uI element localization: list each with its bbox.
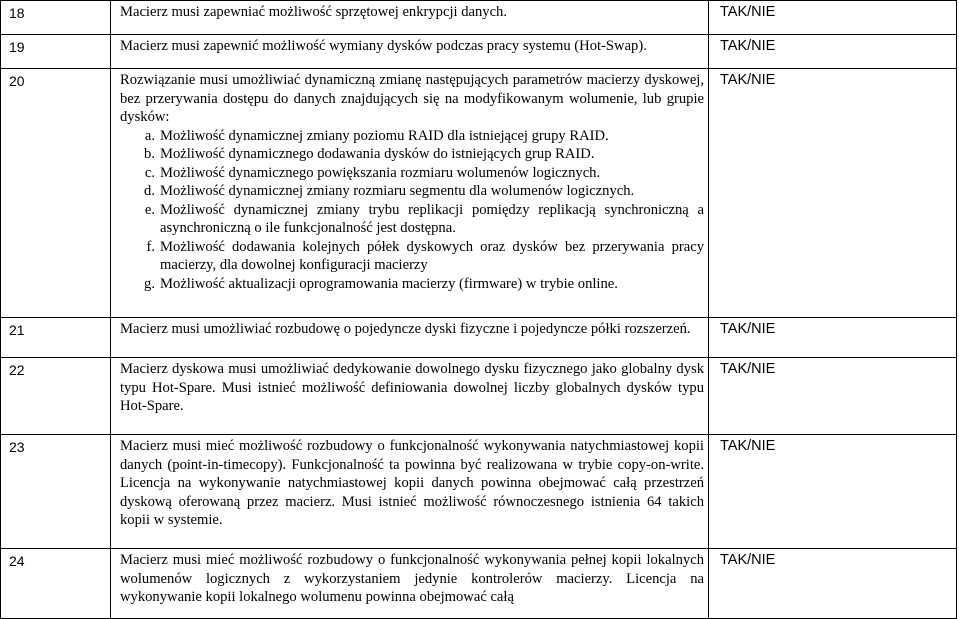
requirement-text: Macierz musi umożliwiać rozbudowę o pojedyncze dyski fizyczne i pojedyncze półki rozszerzeń.	[111, 318, 709, 358]
table-row	[1, 435, 957, 549]
list-item	[120, 201, 704, 238]
answer-option: TAK/NIE	[709, 35, 957, 69]
list-item-text: Możliwość dynamicznej zmiany poziomu RAID dla istniejącej grupy RAID.	[160, 127, 609, 144]
list-item-text: Możliwość dynamicznej zmiany rozmiaru segmentu dla wolumenów logicznych.	[160, 183, 635, 199]
row-number: 20	[1, 69, 111, 318]
list-item-label: c.	[144, 164, 155, 181]
requirement-text: Macierz dyskowa musi umożliwiać dedykowanie dowolnego dysku fizycznego jako globalny dysk typu Hot-Spare. Musi istnieć możliwość definiowania dowolnej liczby globalnych dysków typu Hot-Spare.	[111, 358, 709, 435]
requirement-text: Macierz musi zapewnić możliwość wymiany dysków podczas pracy systemu (Hot-Swap).	[111, 35, 709, 69]
list-item-label: g.	[144, 275, 155, 292]
list-item-label: b.	[144, 146, 155, 162]
list-item	[120, 164, 704, 183]
answer-option: TAK/NIE	[709, 318, 957, 358]
table-row	[1, 549, 957, 619]
requirement-text: Macierz musi mieć możliwość rozbudowy o funkcjonalność wykonywania natychmiastowej kopii danych (point-in-timecopy). Funkcjonalność ta powinna być realizowana w trybie copy-on-write. Licencja na wykonywanie natychmiastowej kopii danych powinna obejmować całą przestrzeń dyskową oferowaną przez macierz. Musi istnieć możliwość równoczesnego istnienia 64 takich kopii w systemie.	[111, 435, 709, 549]
list-item-label: e.	[144, 201, 155, 218]
list-item-text: Możliwość dodawania kolejnych półek dyskowych oraz dysków bez przerywania pracy macierzy, dla dowolnej konfiguracji macierzy	[160, 238, 704, 273]
table-row	[1, 35, 957, 69]
list-item-label: d.	[144, 183, 155, 199]
list-item	[120, 182, 704, 201]
answer-option: TAK/NIE	[709, 549, 957, 619]
list-item	[120, 238, 704, 275]
answer-option: TAK/NIE	[709, 69, 957, 318]
list-item-text: Możliwość dynamicznego dodawania dysków do istniejących grup RAID.	[160, 146, 595, 162]
list-item-text: Możliwość dynamicznego powiększania rozmiaru wolumenów logicznych.	[160, 164, 601, 181]
row-number: 23	[1, 435, 111, 549]
list-item-label: f.	[146, 238, 155, 255]
table-row	[1, 318, 957, 358]
list-item-text: Możliwość dynamicznej zmiany trybu replikacji pomiędzy replikacją synchroniczną a asynchroniczną o ile funkcjonalność jest dostępna.	[160, 201, 704, 236]
table-row	[1, 358, 957, 435]
row-number: 18	[1, 1, 111, 35]
answer-option: TAK/NIE	[709, 435, 957, 549]
table-row	[1, 1, 957, 35]
list-item	[120, 145, 704, 164]
row-number: 24	[1, 549, 111, 619]
table-row	[1, 69, 957, 318]
list-item	[120, 275, 704, 294]
list-item-text: Możliwość aktualizacji oprogramowania macierzy (firmware) w trybie online.	[160, 275, 618, 292]
requirement-cell	[111, 69, 709, 318]
list-item	[120, 127, 704, 146]
list-item-label: a.	[144, 127, 155, 144]
requirement-intro: Rozwiązanie musi umożliwiać dynamiczną zmianę następujących parametrów macierzy dyskowej, bez przerywania dostępu do danych znajdujących się na modyfikowanym wolumenie, lub grupie dysków:	[120, 72, 704, 125]
row-number: 19	[1, 35, 111, 69]
row-number: 21	[1, 318, 111, 358]
answer-option: TAK/NIE	[709, 358, 957, 435]
requirement-text: Macierz musi mieć możliwość rozbudowy o funkcjonalność wykonywania pełnej kopii lokalnych wolumenów logicznych z wykorzystaniem jedynie kontrolerów macierzy. Licencja na wykonywanie kopii lokalnego wolumenu powinna obejmować całą	[111, 549, 709, 619]
answer-option: TAK/NIE	[709, 1, 957, 35]
requirement-text: Macierz musi zapewniać możliwość sprzętowej enkrypcji danych.	[111, 1, 709, 35]
row-number: 22	[1, 358, 111, 435]
